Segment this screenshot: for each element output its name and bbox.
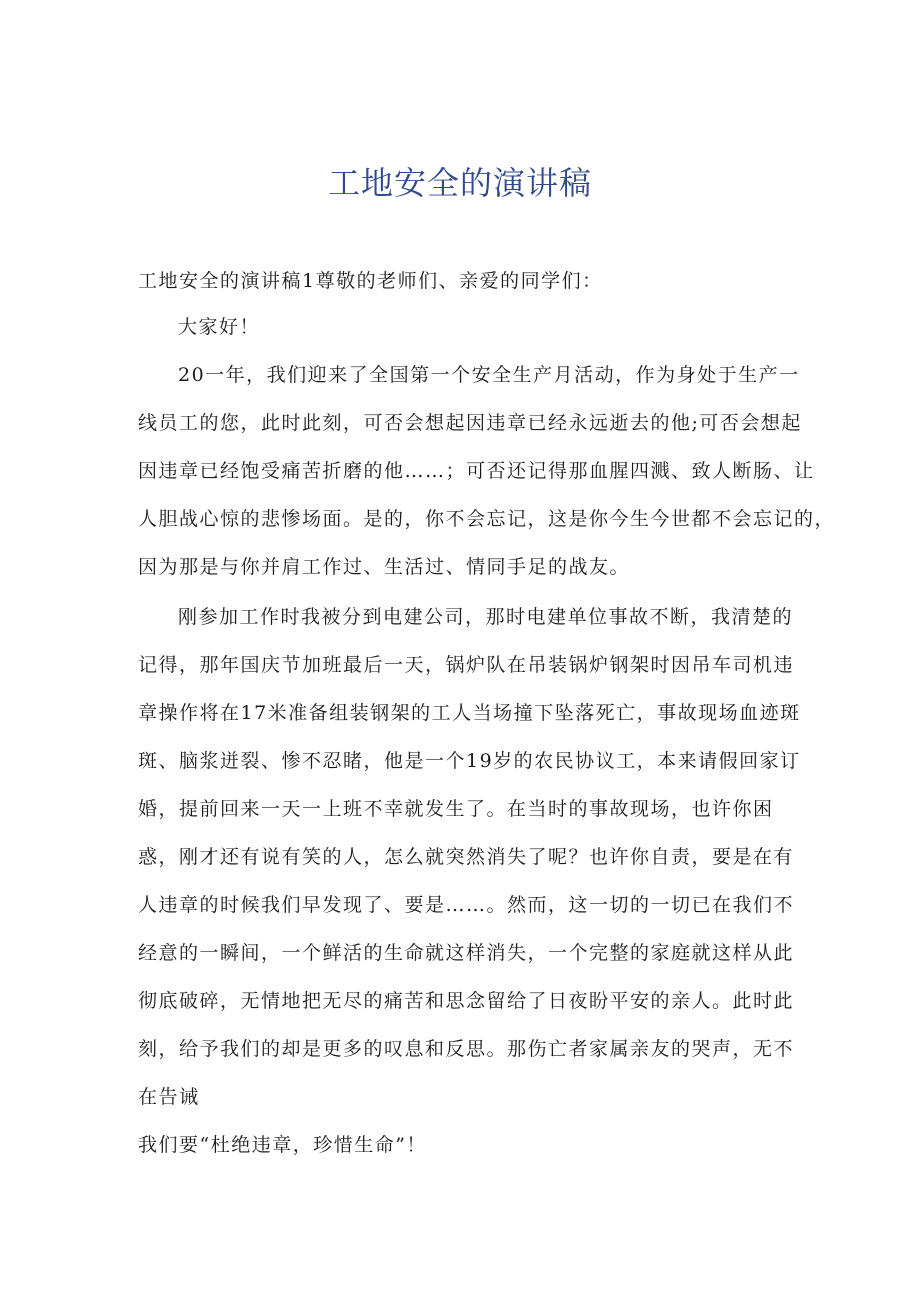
text-line: 刚参加工作时我被分到电建公司，那时电建单位事故不断，我清楚的 <box>178 606 794 628</box>
text-line: 记得，那年国庆节加班最后一天，锅炉队在吊装锅炉钢架时因吊车司机违 <box>138 654 795 676</box>
text-line: 斑、脑浆迸裂、惨不忍睹，他是一个19岁的农民协议工，本来请假回家订 <box>138 750 801 772</box>
text-line: 人违章的时候我们早发现了、要是……。然而，这一切的一切已在我们不 <box>138 894 795 916</box>
text-line: 章操作将在17米准备组装钢架的工人当场撞下坠落死亡，事故现场血迹斑 <box>138 702 801 724</box>
text-line: 我们要“杜绝违章，珍惜生命”！ <box>138 1134 427 1156</box>
text-line: 因为那是与你并肩工作过、生活过、情同手足的战友。 <box>138 556 631 578</box>
text-line: 大家好！ <box>178 316 261 338</box>
text-line: 经意的一瞬间，一个鲜活的生命就这样消失，一个完整的家庭就这样从此 <box>138 942 795 964</box>
text-line: 刻，给予我们的却是更多的叹息和反思。那伤亡者家属亲友的哭声，无不 <box>138 1038 795 1060</box>
text-line: 人胆战心惊的悲惨场面。是的，你不会忘记，这是你今生今世都不会忘记的， <box>138 508 836 530</box>
text-line: 因违章已经饱受痛苦折磨的他……；可否还记得那血腥四溅、致人断肠、让 <box>138 460 815 482</box>
text-line: 工地安全的演讲稿1尊敬的老师们、亲爱的同学们： <box>138 270 603 292</box>
text-line: 惑，刚才还有说有笑的人，怎么就突然消失了呢？也许你自责，要是在有 <box>138 846 795 868</box>
text-line: 彻底破碎，无情地把无尽的痛苦和思念留给了日夜盼平安的亲人。此时此 <box>138 990 795 1012</box>
page-title: 工地安全的演讲稿 <box>327 164 592 202</box>
text-line: 线员工的您，此时此刻，可否会想起因违章已经永远逝去的他;可否会想起 <box>138 412 802 434</box>
text-line: 20一年，我们迎来了全国第一个安全生产月活动，作为身处于生产一 <box>178 364 800 386</box>
text-line: 在告诫 <box>138 1086 200 1108</box>
text-line: 婚，提前回来一天一上班不幸就发生了。在当时的事故现场，也许你困 <box>138 798 774 820</box>
